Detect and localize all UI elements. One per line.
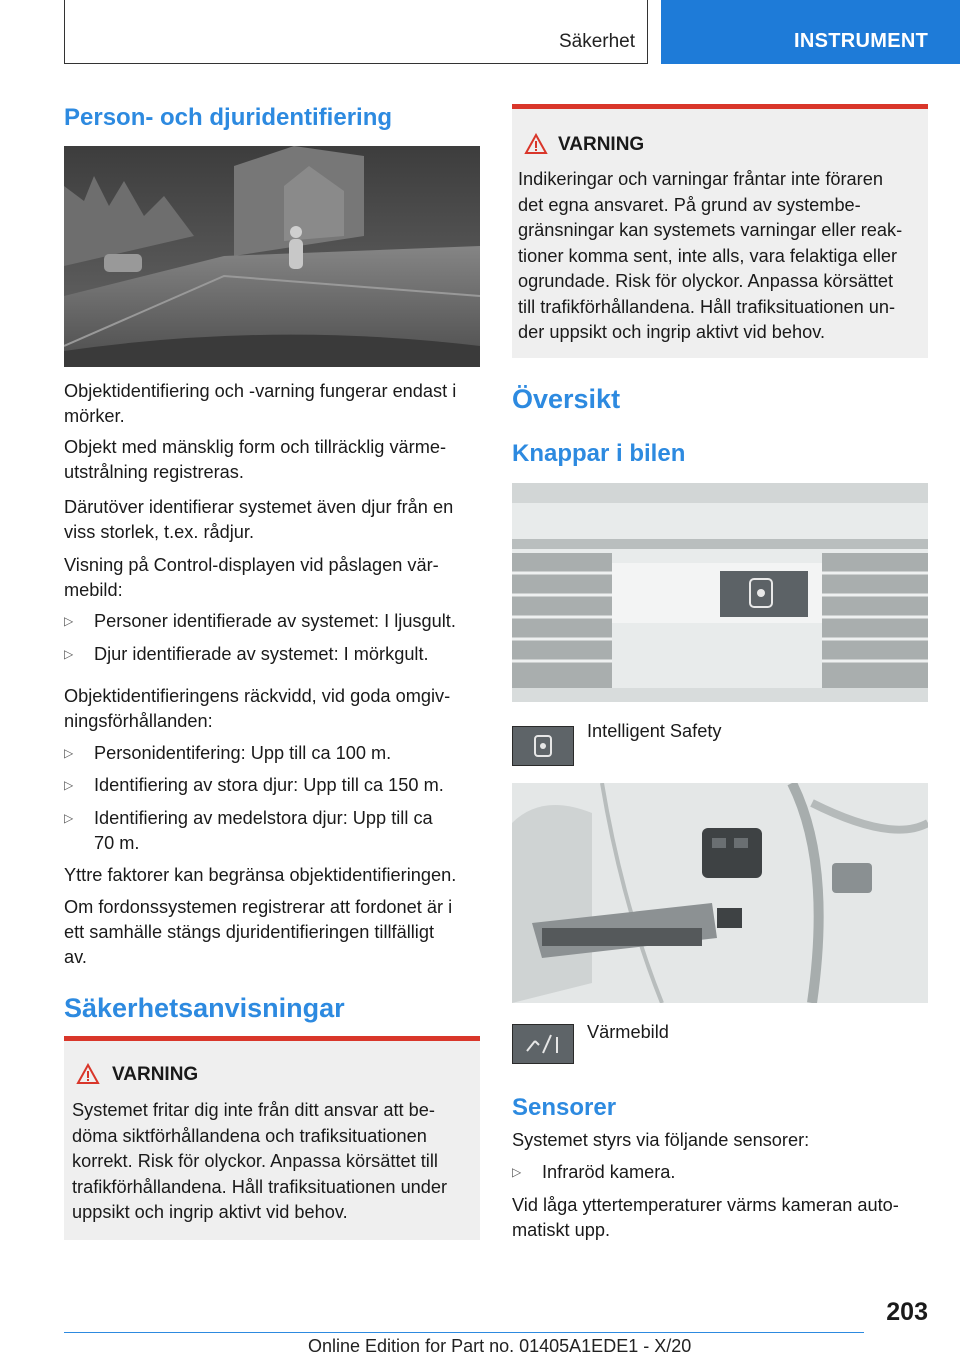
paragraph: Objekt med mänsklig form och tillräcklig värme- utstrålning registreras. — [64, 437, 447, 482]
section-heading-safety: Säkerhetsanvisningar — [64, 993, 345, 1023]
night-vision-image — [64, 146, 480, 367]
warning-triangle-icon — [524, 133, 548, 155]
warning-text: Indikeringar och varningar fråntar inte föraren det egna ansvaret. På grund av systembe- gränsningar kan systemets varningar eller reak- tioner komma sent, inte alls, vara felaktiga eller ogrundade. Risk för olyckor. Anpassa körsättet till trafikförhållandena. Håll trafiksituationen un- der uppsikt och ingrip aktivt vid behov. — [518, 169, 903, 342]
thermal-image-label: Värmebild — [587, 1022, 669, 1042]
warning-box — [64, 1036, 480, 1240]
paragraph: Om fordonssystemen registrerar att fordonet är i ett samhälle stängs djuridentifieringen tillfälligt av. — [64, 897, 453, 967]
heading-person-animal: Person- och djuridentifiering — [64, 104, 393, 131]
triangle-right-icon: ▷ — [64, 647, 74, 661]
warning-text: Systemet fritar dig inte från ditt ansvar att be- döma siktförhållandena och trafiksituationen korrekt. Risk för olyckor. Anpassa körsättet till trafikförhållandena. Håll trafiksituationen under uppsikt och ingrip aktivt vid behov. — [72, 1100, 448, 1222]
paragraph: Därutöver identifierar systemet även djur från en viss storlek, t.ex. rådjur. — [64, 497, 454, 542]
warning-box — [512, 104, 928, 358]
triangle-right-icon: ▷ — [64, 614, 74, 628]
footer-edition: Online Edition for Part no. 01405A1EDE1 - X/20 — [308, 1336, 692, 1356]
subheading-buttons: Knappar i bilen — [512, 440, 686, 467]
header-section: Säkerhet — [558, 31, 635, 52]
page-number: 203 — [886, 1298, 928, 1326]
triangle-right-icon: ▷ — [64, 811, 74, 825]
dashboard-button-image — [512, 483, 928, 702]
paragraph: Vid låga yttertemperaturer värms kameran auto- matiskt upp. — [512, 1195, 899, 1240]
intelligent-safety-label: Intelligent Safety — [587, 721, 722, 741]
warning-title: VARNING — [112, 1064, 199, 1085]
subheading-sensors: Sensorer — [512, 1094, 617, 1121]
warning-triangle-icon — [76, 1063, 100, 1085]
thermal-image-button-icon — [512, 1024, 574, 1064]
paragraph: Visning på Control-displayen vid påslagen vär- mebild: — [64, 555, 439, 600]
paragraph: Systemet styrs via följande sensorer: — [512, 1130, 810, 1150]
paragraph: Yttre faktorer kan begränsa objektidentifieringen. — [64, 865, 457, 885]
warning-title: VARNING — [558, 134, 645, 155]
header-chapter-tab[interactable]: INSTRUMENT — [661, 0, 960, 64]
triangle-right-icon: ▷ — [64, 746, 74, 760]
section-heading-overview: Översikt — [512, 384, 621, 414]
triangle-right-icon: ▷ — [512, 1165, 522, 1179]
header-box — [64, 0, 648, 64]
paragraph: Objektidentifieringens räckvidd, vid goda omgiv- ningsförhållanden: — [64, 686, 451, 731]
steering-wheel-image — [512, 783, 928, 1003]
triangle-right-icon: ▷ — [64, 778, 74, 792]
footer-rule — [64, 1332, 864, 1333]
paragraph: Objektidentifiering och -varning fungerar endast i mörker. — [64, 381, 457, 426]
intelligent-safety-button-icon — [512, 726, 574, 766]
